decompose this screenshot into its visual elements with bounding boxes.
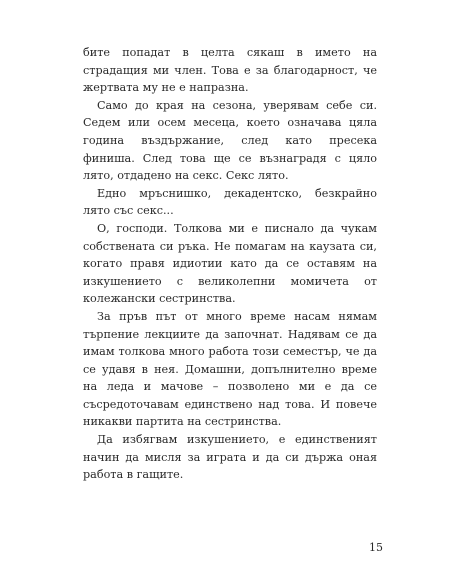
- paragraph-6: Да избягвам изкушението, е единственият начин да мисля за играта и да си държа оная работа в гащите.: [83, 433, 377, 482]
- paragraph-2: Само до края на сезона, уверявам себе си. Седем или осем месеца, което означава цяла година въздържание, след като пресека финиша. След това ще се възнаградя с цяло лято, отдадено на секс. Секс лято.: [83, 98, 377, 183]
- body-text: [83, 44, 377, 484]
- paragraph-5: За пръв път от много време насам нямам търпение лекциите да започнат. Надявам се да имам толкова много работа този семестър, че да се удавя в нея. Домашни, допълнително време на леда и мачове – позволено ми е да се съсредоточавам единствено над това. И повече никакви партита на сестринства.: [83, 309, 377, 429]
- paragraph-4: О, господи. Толкова ми е писнало да чукам собствената си ръка. Не помагам на каузата си, когато правя идиотии като да се оставям на изкушението с великолепни момичета от колежански сестринства.: [83, 221, 377, 306]
- page-number: 15: [369, 541, 383, 554]
- paragraph-3: Едно мръснишко, декадентско, безкрайно лято със секс...: [83, 186, 377, 218]
- paragraph-1: бите попадат в целта сякаш в името на страдащия ми член. Това е за благодарност, че жертвата му не е напразна.: [83, 46, 377, 95]
